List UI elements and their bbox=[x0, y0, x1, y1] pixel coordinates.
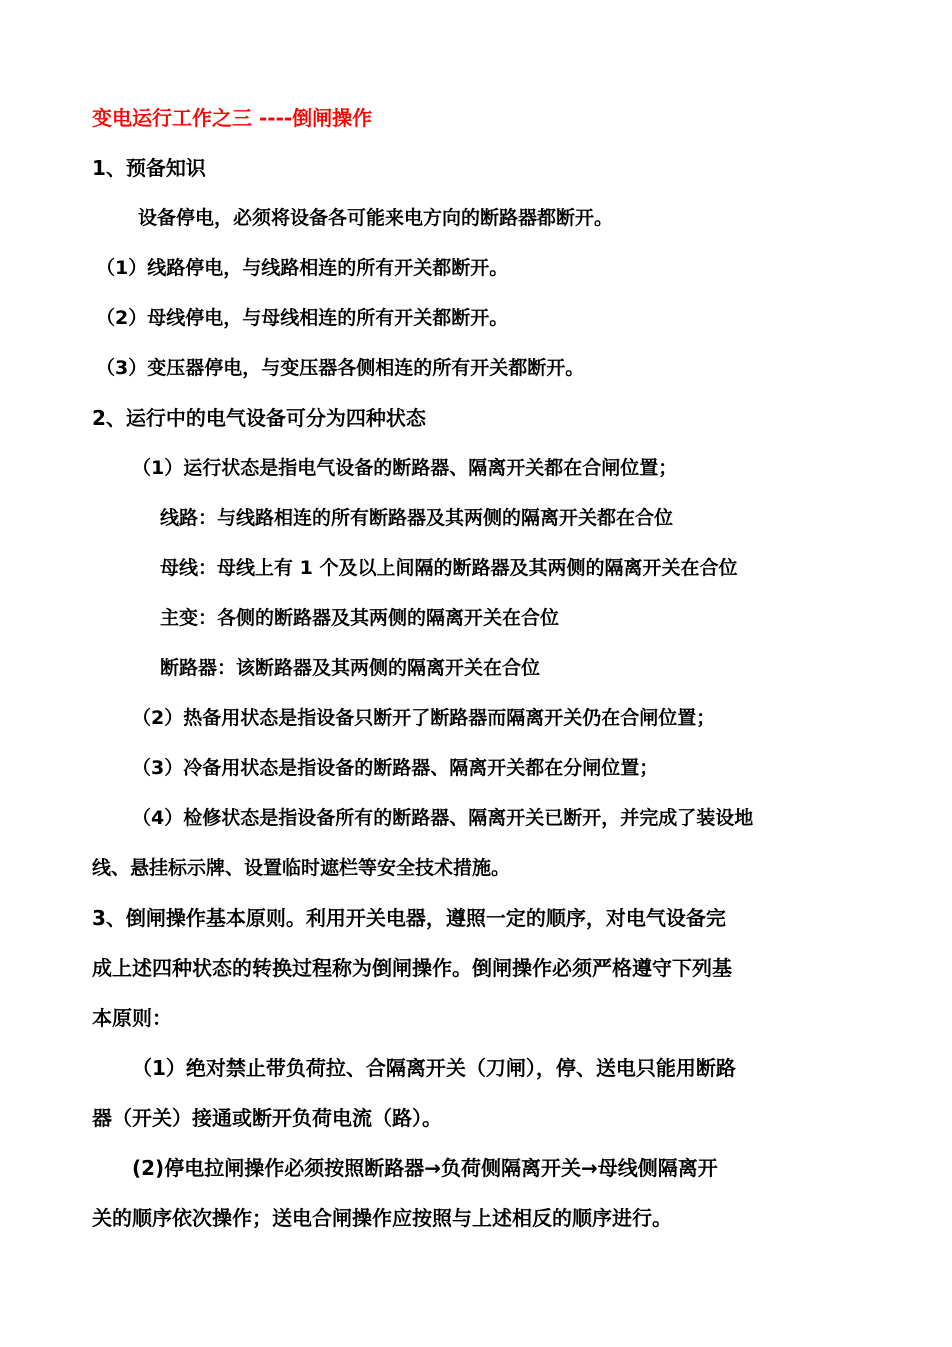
state1-detail-transformer: 主变：各侧的断路器及其两侧的隔离开关在合位 bbox=[160, 607, 560, 629]
state1-detail-bus: 母线：母线上有 1 个及以上间隔的断路器及其两侧的隔离开关在合位 bbox=[160, 557, 738, 579]
rule2-line-2: 关的顺序依次操作；送电合闸操作应按照与上述相反的顺序进行。 bbox=[92, 1206, 672, 1230]
state1-detail-breaker: 断路器：该断路器及其两侧的隔离开关在合位 bbox=[160, 657, 541, 679]
section2-heading: 2、运行中的电气设备可分为四种状态 bbox=[92, 406, 426, 430]
rule1-line-2: 器（开关）接通或断开负荷电流（路）。 bbox=[92, 1106, 442, 1130]
section3-line-3: 本原则： bbox=[92, 1006, 172, 1030]
section3-line-2: 成上述四种状态的转换过程称为倒闸操作。倒闸操作必须严格遵守下列基 bbox=[92, 956, 732, 980]
state4-text-line2: 线、悬挂标示牌、设置临时遮栏等安全技术措施。 bbox=[92, 857, 511, 879]
state2-text: （2）热备用状态是指设备只断开了断路器而隔离开关仍在合闸位置； bbox=[132, 707, 716, 729]
rule2-line-1: (2)停电拉闸操作必须按照断路器→负荷侧隔离开关→母线侧隔离开 bbox=[132, 1156, 718, 1180]
state1-text: （1）运行状态是指电气设备的断路器、隔离开关都在合闸位置； bbox=[132, 457, 678, 479]
state1-detail-line: 线路：与线路相连的所有断路器及其两侧的隔离开关都在合位 bbox=[160, 507, 674, 529]
section1-item-2: （2）母线停电，与母线相连的所有开关都断开。 bbox=[96, 307, 509, 329]
section3-line-1: 3、倒闸操作基本原则。利用开关电器，遵照一定的顺序，对电气设备完 bbox=[92, 906, 726, 930]
section1-item-1: （1）线路停电，与线路相连的所有开关都断开。 bbox=[96, 257, 509, 279]
section1-heading: 1、预备知识 bbox=[92, 156, 206, 180]
state3-text: （3）冷备用状态是指设备的断路器、隔离开关都在分闸位置； bbox=[132, 757, 659, 779]
rule1-line-1: （1）绝对禁止带负荷拉、合隔离开关（刀闸），停、送电只能用断路 bbox=[132, 1056, 736, 1080]
document-title: 变电运行工作之三 ----倒闸操作 bbox=[92, 106, 373, 130]
section1-item-3: （3）变压器停电，与变压器各侧相连的所有开关都断开。 bbox=[96, 357, 585, 379]
state4-text-line1: （4）检修状态是指设备所有的断路器、隔离开关已断开，并完成了装设地 bbox=[132, 807, 754, 829]
section1-intro: 设备停电，必须将设备各可能来电方向的断路器都断开。 bbox=[138, 207, 614, 229]
